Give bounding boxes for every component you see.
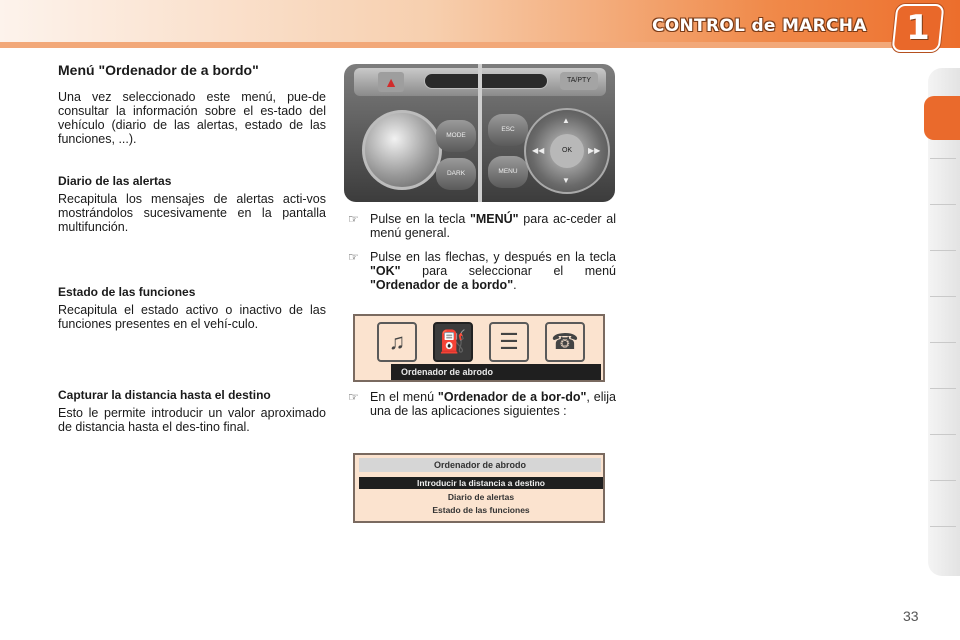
- tab-divider: [930, 250, 956, 251]
- tab-divider: [930, 388, 956, 389]
- instruction-text: Pulse en las flechas, y después en la tecla: [370, 250, 616, 264]
- instruction-text: .: [513, 278, 517, 292]
- chapter-number-badge: [891, 4, 944, 52]
- instruction-text: para ac-ceder al menú general.: [370, 212, 616, 240]
- chapter-number: 1: [906, 8, 930, 48]
- display-main-menu: [353, 314, 605, 382]
- dark-button: DARK: [436, 158, 476, 190]
- pointer-icon: ☞: [348, 250, 359, 264]
- intro-block: [58, 62, 326, 146]
- submenu-item: Diario de alertas: [447, 492, 515, 502]
- active-chapter-tab: [924, 96, 960, 140]
- esc-button: ESC: [488, 114, 528, 146]
- hazard-button: [378, 72, 404, 92]
- arrow-left-icon: ◀◀: [532, 146, 545, 155]
- section-title: Menú "Ordenador de a bordo": [58, 62, 259, 78]
- tab-divider: [930, 296, 956, 297]
- function-status-text: Recapitula el estado activo o inactivo de las funciones presentes en el vehí-culo.: [58, 303, 326, 331]
- alert-log-section: [58, 174, 326, 234]
- ok-button: OK: [550, 134, 584, 168]
- tab-divider: [930, 342, 956, 343]
- arrow-up-icon: ▲: [562, 116, 570, 125]
- submenu-item: Introducir la distancia a destino: [359, 477, 603, 489]
- trip-computer-icon: ⛽: [433, 322, 473, 362]
- cd-slot: [424, 73, 548, 89]
- instruction-choose: [344, 390, 616, 418]
- mode-button: MODE: [436, 120, 476, 152]
- function-status-title: Estado de las funciones: [58, 285, 196, 299]
- ta-pty-button: TA/PTY: [560, 72, 598, 90]
- arrow-right-icon: ▶▶: [588, 146, 601, 155]
- page-number: 33: [903, 608, 919, 624]
- tab-divider: [930, 434, 956, 435]
- hazard-triangle-icon: ▲: [384, 74, 398, 90]
- audio-icon: ♫: [377, 322, 417, 362]
- arrow-down-icon: ▼: [562, 176, 570, 185]
- menu-button: MENU: [488, 156, 528, 188]
- menu-key-label: "MENÚ": [469, 212, 519, 226]
- tab-divider: [930, 480, 956, 481]
- control-panel-image: [344, 64, 615, 202]
- instruction-text: En el menú: [370, 390, 438, 404]
- tab-divider: [930, 526, 956, 527]
- chapter-tabs: [928, 68, 960, 576]
- header-stripe: [0, 42, 900, 48]
- pointer-icon: ☞: [348, 390, 359, 404]
- tab-divider: [930, 204, 956, 205]
- destination-distance-text: Esto le permite introducir un valor aproximado de distancia hasta el des-tino final.: [58, 406, 326, 434]
- destination-distance-section: [58, 388, 326, 434]
- panel-divider: [478, 64, 482, 202]
- alert-log-text: Recapitula los mensajes de alertas acti-vos mostrándolos sucesivamente en la pantalla multifunción.: [58, 192, 326, 234]
- volume-knob: [362, 110, 442, 190]
- menu-name-label: "Ordenador de a bor-do": [437, 390, 587, 404]
- pointer-icon: ☞: [348, 212, 359, 226]
- instruction-text: , elija una de las aplicaciones siguientes :: [370, 390, 616, 418]
- instruction-arrows: [344, 250, 616, 292]
- submenu-title: Ordenador de abrodo: [359, 458, 601, 472]
- instruction-menu: [344, 212, 616, 240]
- destination-distance-title: Capturar la distancia hasta el destino: [58, 388, 271, 402]
- tab-divider: [930, 158, 956, 159]
- settings-icon: ☰: [489, 322, 529, 362]
- submenu-item: Estado de las funciones: [432, 505, 530, 515]
- alert-log-title: Diario de las alertas: [58, 174, 172, 188]
- intro-text: Una vez seleccionado este menú, pue-de consultar la información sobre el es-tado del vehículo (diario de las alertas, estado de las funciones, ...).: [58, 90, 326, 146]
- function-status-section: [58, 285, 326, 331]
- phone-icon: ☎: [545, 322, 585, 362]
- instruction-text: Pulse en la tecla: [370, 212, 470, 226]
- chapter-header: [0, 0, 960, 52]
- selected-menu-caption: Ordenador de abrodo: [391, 364, 601, 380]
- instruction-text: para seleccionar el menú: [400, 264, 616, 278]
- ok-key-label: "OK": [370, 264, 401, 278]
- menu-name-label: "Ordenador de a bordo": [370, 278, 514, 292]
- display-trip-computer-menu: [353, 453, 605, 523]
- chapter-title: CONTROL de MARCHA: [652, 16, 867, 36]
